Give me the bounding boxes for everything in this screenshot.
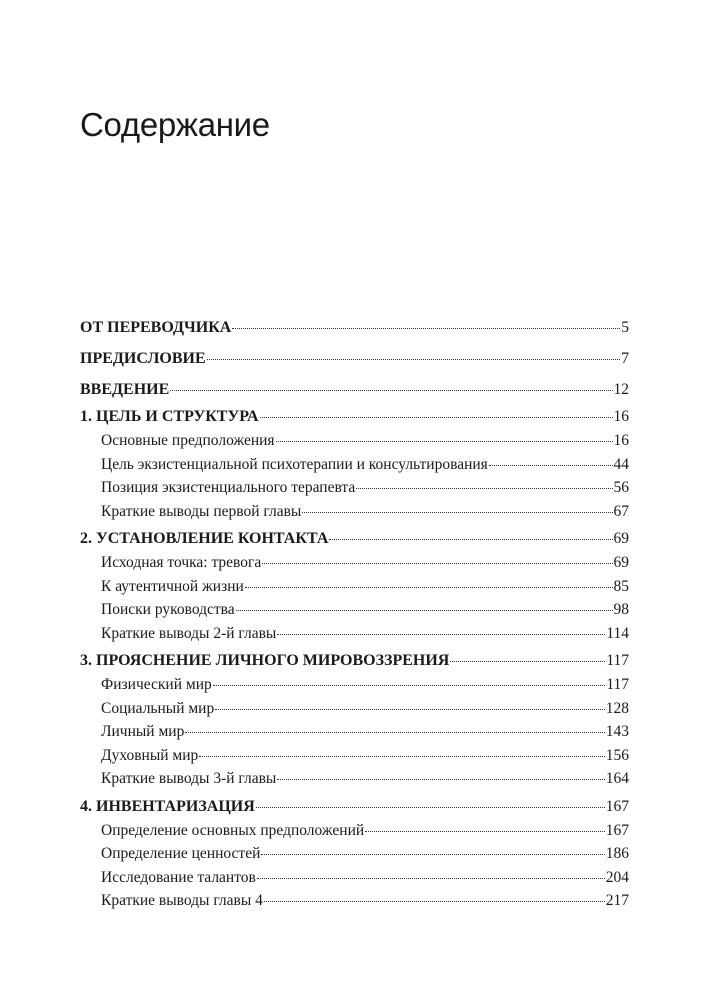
toc-entry-label: Физический мир xyxy=(101,676,212,693)
dot-leader xyxy=(185,732,604,733)
toc-subentry[interactable] xyxy=(80,551,629,575)
toc-subentry[interactable] xyxy=(80,598,629,622)
toc-subentry[interactable] xyxy=(80,500,629,524)
dot-leader xyxy=(213,685,606,686)
dot-leader xyxy=(260,417,613,418)
toc-entry-label: Определение основных предположений xyxy=(101,821,365,839)
dot-leader xyxy=(245,587,613,588)
toc-page-number: 69 xyxy=(613,554,629,571)
toc-subentry[interactable] xyxy=(80,673,629,697)
toc-entry[interactable] xyxy=(80,343,629,374)
toc-page-number: 56 xyxy=(613,479,629,496)
toc-page-number: 44 xyxy=(613,455,629,473)
toc-page-number: 186 xyxy=(605,845,629,862)
toc-page-number: 167 xyxy=(605,797,629,815)
dot-leader xyxy=(261,854,604,855)
toc-entry-label: ПРЕДИСЛОВИЕ xyxy=(80,350,206,367)
dot-leader xyxy=(262,563,612,564)
toc-subentry[interactable] xyxy=(80,476,629,500)
dot-leader xyxy=(329,539,612,540)
dot-leader xyxy=(277,634,605,635)
toc-page-number: 67 xyxy=(613,502,629,520)
toc-page-number: 5 xyxy=(621,319,629,336)
toc-page-number: 16 xyxy=(613,432,629,449)
toc-page-number: 117 xyxy=(606,676,629,693)
dot-leader xyxy=(170,390,612,391)
toc-entry-label: Социальный мир xyxy=(101,699,215,717)
dot-leader xyxy=(215,709,605,710)
dot-leader xyxy=(450,661,605,662)
toc-entry-label: К аутентичной жизни xyxy=(101,577,244,595)
dot-leader xyxy=(365,831,605,832)
toc-page-number: 114 xyxy=(606,624,629,642)
toc-entry-label: Позиция экзистенциального терапевта xyxy=(101,479,356,496)
toc-page-number: 7 xyxy=(621,350,629,367)
toc-subentry[interactable] xyxy=(80,453,629,477)
page-title: Содержание xyxy=(80,106,270,144)
toc-entry-label: ВВЕДЕНИЕ xyxy=(80,381,170,398)
toc-entry[interactable] xyxy=(80,312,629,343)
toc-page-number: 164 xyxy=(605,770,629,787)
toc-page-number: 217 xyxy=(605,892,629,909)
toc-entry[interactable] xyxy=(80,795,629,819)
toc-entry-label: Краткие выводы первой главы xyxy=(101,502,302,520)
toc-entry-label: 4. ИНВЕНТАРИЗАЦИЯ xyxy=(80,797,255,815)
dot-leader xyxy=(232,328,620,329)
toc-page-number: 98 xyxy=(613,601,629,618)
toc-entry[interactable] xyxy=(80,374,629,405)
toc-page-number: 167 xyxy=(605,821,629,839)
dot-leader xyxy=(257,878,605,879)
toc-subentry[interactable] xyxy=(80,819,629,843)
dot-leader xyxy=(489,465,613,466)
dot-leader xyxy=(264,901,605,902)
toc-entry-label: Исследование талантов xyxy=(101,868,256,886)
dot-leader xyxy=(302,512,612,513)
toc-subentry[interactable] xyxy=(80,697,629,721)
dot-leader xyxy=(277,779,604,780)
toc-entry-label: ОТ ПЕРЕВОДЧИКА xyxy=(80,319,232,336)
toc-subentry[interactable] xyxy=(80,842,629,866)
toc-page-number: 85 xyxy=(613,577,629,595)
toc-page-number: 69 xyxy=(613,530,629,547)
dot-leader xyxy=(199,756,604,757)
dot-leader xyxy=(356,488,612,489)
toc-subentry[interactable] xyxy=(80,720,629,744)
toc-entry-label: Основные предположения xyxy=(101,432,275,449)
toc-entry-label: Определение ценностей xyxy=(101,845,261,862)
toc-page-number: 12 xyxy=(613,381,629,398)
toc-entry-label: 3. ПРОЯСНЕНИЕ ЛИЧНОГО МИРОВОЗЗРЕНИЯ xyxy=(80,652,450,669)
toc-subentry[interactable] xyxy=(80,889,629,913)
toc-entry-label: 1. ЦЕЛЬ И СТРУКТУРА xyxy=(80,408,259,425)
toc-subentry[interactable] xyxy=(80,767,629,791)
toc-entry-label: Исходная точка: тревога xyxy=(101,554,262,571)
dot-leader xyxy=(276,441,613,442)
toc-entry-label: Поиски руководства xyxy=(101,601,235,618)
toc-subentry[interactable] xyxy=(80,429,629,453)
toc-entry-label: 2. УСТАНОВЛЕНИЕ КОНТАКТА xyxy=(80,530,329,547)
dot-leader xyxy=(207,359,621,360)
toc-subentry[interactable] xyxy=(80,575,629,599)
dot-leader xyxy=(256,807,605,808)
toc-entry-label: Духовный мир xyxy=(101,746,199,764)
toc-entry-label: Личный мир xyxy=(101,723,185,740)
toc-subentry[interactable] xyxy=(80,622,629,646)
toc-page-number: 143 xyxy=(605,723,629,740)
table-of-contents xyxy=(80,312,629,913)
toc-entry-label: Краткие выводы 2-й главы xyxy=(101,624,277,642)
toc-page-number: 117 xyxy=(606,652,629,669)
toc-page-number: 204 xyxy=(605,868,629,886)
dot-leader xyxy=(236,610,613,611)
toc-page-number: 156 xyxy=(605,746,629,764)
toc-entry[interactable] xyxy=(80,405,629,429)
toc-page-number: 16 xyxy=(613,408,629,425)
toc-entry[interactable] xyxy=(80,527,629,551)
toc-page-number: 128 xyxy=(605,699,629,717)
toc-entry-label: Краткие выводы главы 4 xyxy=(101,892,263,909)
toc-subentry[interactable] xyxy=(80,744,629,768)
toc-entry[interactable] xyxy=(80,649,629,673)
toc-subentry[interactable] xyxy=(80,866,629,890)
toc-entry-label: Цель экзистенциальной психотерапии и консультирования xyxy=(101,455,488,473)
toc-entry-label: Краткие выводы 3-й главы xyxy=(101,770,277,787)
